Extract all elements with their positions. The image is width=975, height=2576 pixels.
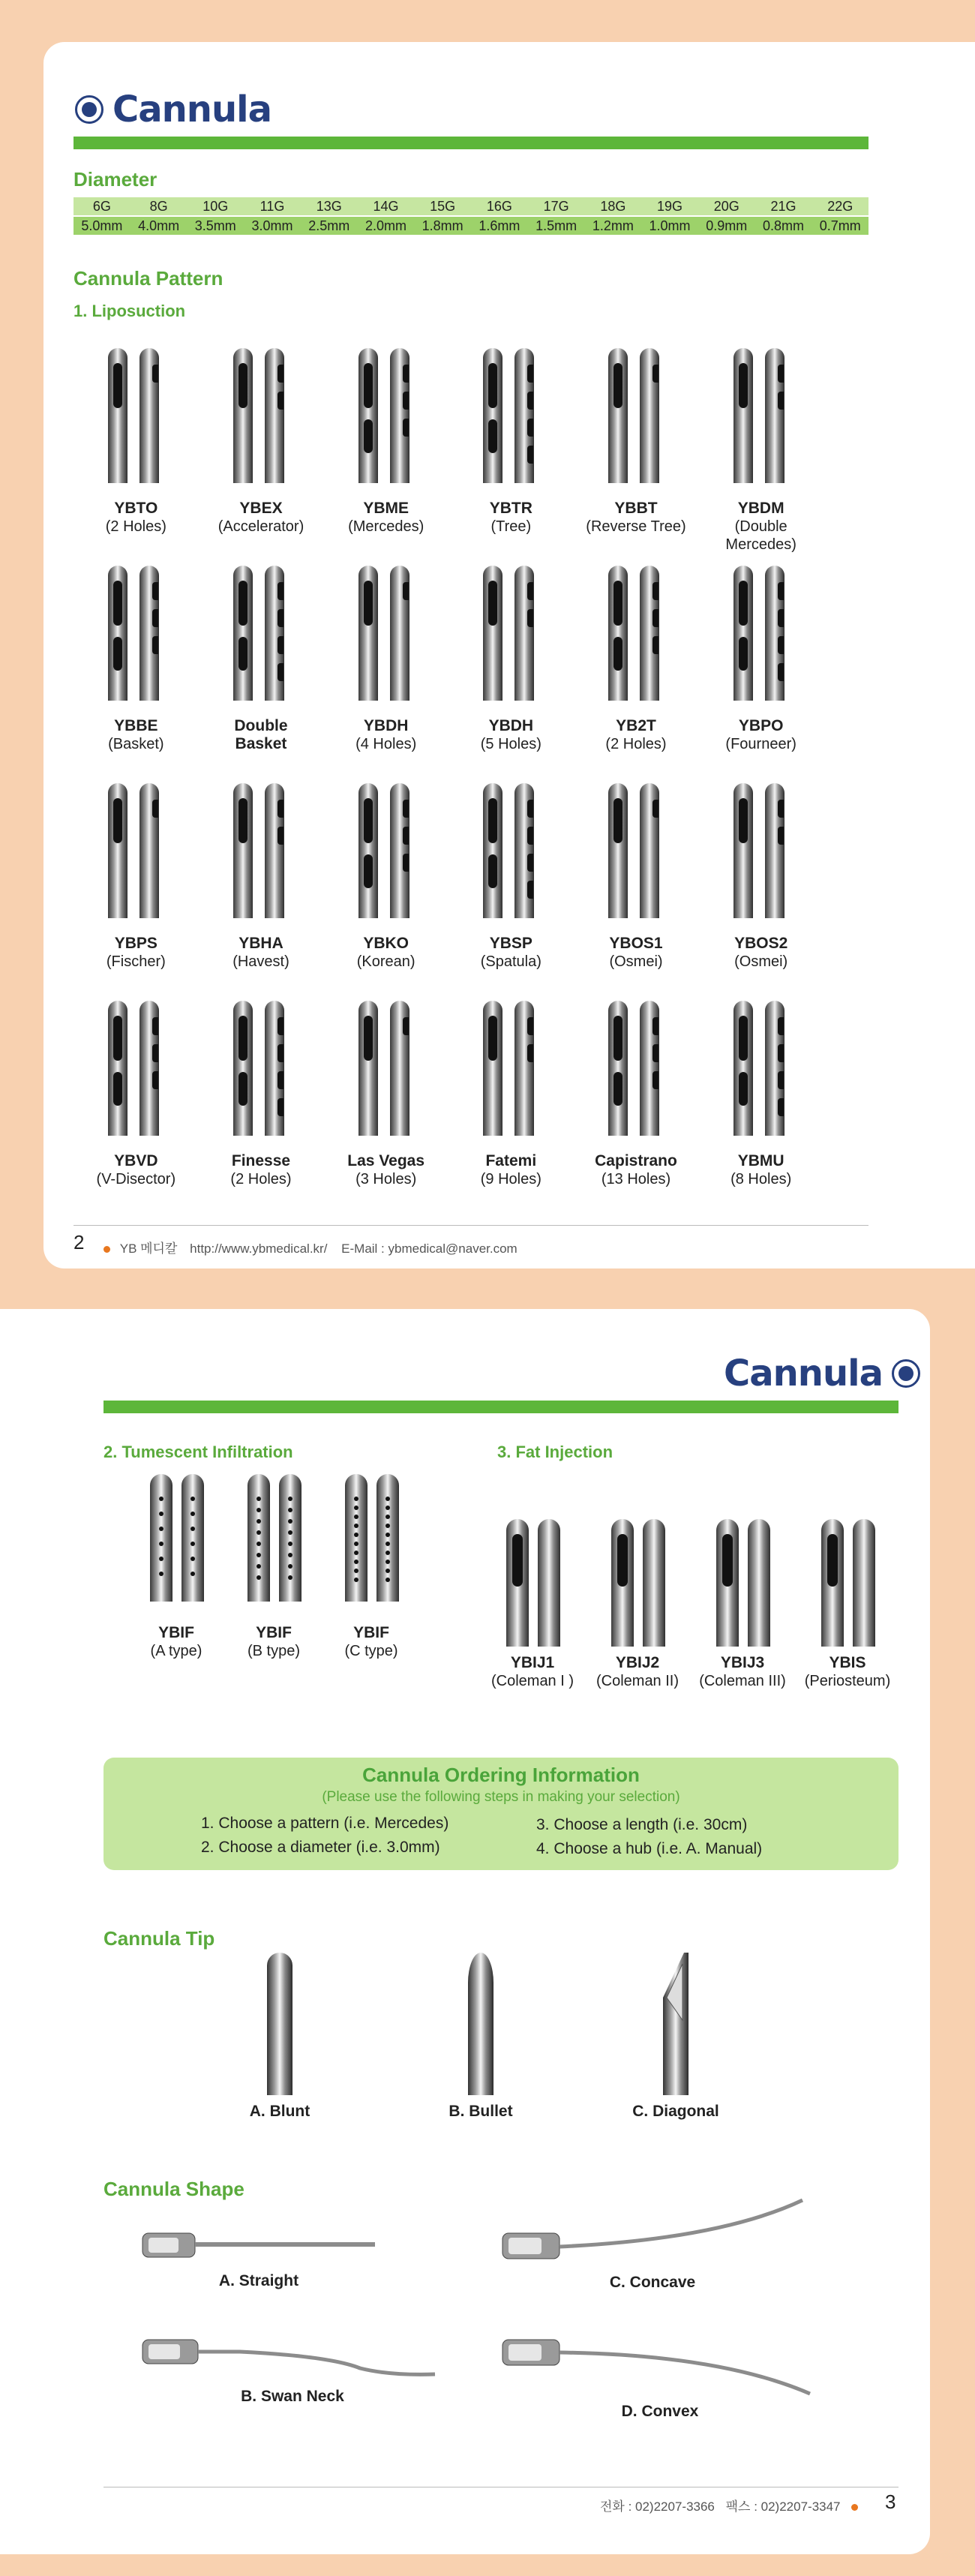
cannula-item <box>698 777 824 995</box>
cannula-desc: (2 Holes) <box>230 1171 292 1188</box>
tip-bullet <box>406 1953 556 2121</box>
cannula-desc: (Coleman II) <box>596 1673 680 1690</box>
footer-dot-icon <box>851 2504 858 2511</box>
ordering-info-box <box>104 1758 898 1870</box>
cannula-item <box>448 560 574 777</box>
tip-label: C. Diagonal <box>632 2103 719 2120</box>
cannula-name: YBTR <box>489 500 532 517</box>
catalog-page-3 <box>0 1309 930 2554</box>
footer-divider <box>74 1225 868 1226</box>
cannula-item <box>199 995 324 1212</box>
mm-cell: 2.0mm <box>364 218 406 233</box>
ordering-subtitle: (Please use the following steps in making your selection) <box>322 1789 680 1805</box>
page-number: 2 <box>74 1231 85 1253</box>
tip-label: B. Bullet <box>448 2103 513 2120</box>
infiltration-cannula-icon <box>128 1474 225 1617</box>
tumescent-item <box>322 1474 420 1660</box>
cannula-name: YBKO <box>363 935 409 952</box>
gauge-cell: 22G <box>827 198 854 214</box>
cannula-item <box>74 777 199 995</box>
cannula-name: YBOS2 <box>734 935 788 952</box>
cannula-name: YBIJ3 <box>720 1654 765 1671</box>
diameter-heading: Diameter <box>74 168 158 191</box>
gauge-cell: 10G <box>202 198 229 214</box>
mm-cell: 2.5mm <box>308 218 350 233</box>
convex-cannula-icon <box>495 2331 825 2398</box>
catalog-page-2 <box>44 42 975 1268</box>
cannula-name: YBDM <box>737 500 784 517</box>
cannula-desc: (Coleman I ) <box>490 1673 574 1690</box>
cannula-item <box>574 995 699 1212</box>
shape-label: D. Convex <box>621 2403 699 2420</box>
cannula-name: YBBE <box>114 717 158 734</box>
fat-injection-item <box>480 1504 585 1690</box>
title-bullet-icon <box>892 1359 920 1388</box>
cannula-item <box>574 777 699 995</box>
cannula-name: Finesse <box>231 1152 291 1169</box>
mm-cell: 5.0mm <box>81 218 123 233</box>
cannula-item <box>74 995 199 1212</box>
cannula-item <box>323 995 448 1212</box>
cannula-desc: (Accelerator) <box>218 518 304 536</box>
cannula-desc: (13 Holes) <box>601 1171 671 1188</box>
tumescent-item <box>225 1474 322 1660</box>
cannula-desc: (Mercedes) <box>348 518 424 536</box>
gauge-row <box>74 197 868 215</box>
mm-cell: 0.8mm <box>762 218 804 233</box>
fat-injection-heading: 3. Fat Injection <box>497 1443 614 1461</box>
page-title-row <box>75 89 272 131</box>
cannula-desc: (8 Holes) <box>730 1171 792 1188</box>
cannula-icon <box>462 777 560 927</box>
cannula-icon <box>712 560 810 710</box>
cannula-item <box>74 560 199 777</box>
shape-concave <box>495 2194 810 2292</box>
page-title-row <box>724 1353 920 1395</box>
cannula-desc: (V-Disector) <box>96 1171 176 1188</box>
cannula-desc: (4 Holes) <box>356 736 417 753</box>
cannula-name: YBIF <box>158 1624 194 1641</box>
cannula-icon <box>712 995 810 1145</box>
cannula-icon <box>587 777 685 927</box>
cannula-item <box>323 777 448 995</box>
cannula-item <box>698 995 824 1212</box>
injection-cannula-icon <box>694 1504 791 1647</box>
cannula-icon <box>712 342 810 492</box>
cannula-desc: (Osmei) <box>609 953 663 971</box>
cannula-desc: (B type) <box>247 1643 301 1660</box>
cannula-icon <box>462 995 560 1145</box>
shape-label: C. Concave <box>609 2274 696 2291</box>
shape-label: B. Swan Neck <box>241 2388 344 2405</box>
cannula-desc: (Double Mercedes) <box>725 518 796 554</box>
cannula-item <box>448 777 574 995</box>
cannula-item <box>199 342 324 560</box>
cannula-name: YBDH <box>488 717 534 734</box>
fat-injection-item <box>690 1504 795 1690</box>
cannula-name: YBBT <box>614 500 658 517</box>
cannula-icon <box>587 560 685 710</box>
cannula-name: YBOS1 <box>609 935 663 952</box>
tip-blunt <box>205 1953 355 2121</box>
cannula-desc: (Reverse Tree) <box>586 518 686 536</box>
fat-injection-item <box>795 1504 900 1690</box>
cannula-name: YBIJ1 <box>510 1654 555 1671</box>
cannula-name: YBPS <box>114 935 158 952</box>
gauge-cell: 13G <box>316 198 342 214</box>
shape-convex <box>495 2331 825 2421</box>
gauge-cell: 14G <box>373 198 399 214</box>
shape-label: A. Straight <box>218 2272 299 2289</box>
cannula-icon <box>87 560 184 710</box>
cannula-desc: (2 Holes) <box>105 518 166 536</box>
cannula-desc: (5 Holes) <box>480 736 542 753</box>
tip-label: A. Blunt <box>249 2103 310 2120</box>
footer <box>600 2496 858 2514</box>
shape-heading: Cannula Shape <box>104 2178 244 2200</box>
cannula-name: YBPO <box>738 717 784 734</box>
cannula-desc: (9 Holes) <box>480 1171 542 1188</box>
footer-fax: 팩스 : 02)2207-3347 <box>725 2499 841 2514</box>
cannula-icon <box>212 342 310 492</box>
cannula-name: Double Basket <box>234 717 288 753</box>
mm-row <box>74 217 868 235</box>
gauge-cell: 8G <box>149 198 168 214</box>
tumescent-grid <box>128 1474 412 1660</box>
bullet-tip-icon <box>468 1953 494 2095</box>
cannula-desc: (Periosteum) <box>804 1673 891 1690</box>
cannula-icon <box>338 995 435 1145</box>
page-title: Cannula <box>112 89 272 131</box>
cannula-icon <box>338 777 435 927</box>
tip-heading: Cannula Tip <box>104 1927 215 1950</box>
infiltration-cannula-icon <box>322 1474 420 1617</box>
cannula-desc: (3 Holes) <box>356 1171 417 1188</box>
mm-cell: 1.6mm <box>478 218 520 233</box>
cannula-desc: (Coleman III) <box>699 1673 786 1690</box>
footer-url[interactable]: http://www.ybmedical.kr/ <box>190 1241 328 1256</box>
cannula-item <box>698 560 824 777</box>
tumescent-item <box>128 1474 225 1660</box>
cannula-desc: (Fourneer) <box>725 736 796 753</box>
ordering-step-2: 2. Choose a diameter (i.e. 3.0mm) <box>201 1839 440 1856</box>
tumescent-heading: 2. Tumescent Infiltration <box>104 1443 293 1461</box>
cannula-icon <box>87 777 184 927</box>
shape-straight <box>135 2223 382 2290</box>
tip-diagonal <box>601 1953 751 2121</box>
cannula-item <box>323 342 448 560</box>
cannula-icon <box>462 560 560 710</box>
mm-cell: 1.5mm <box>536 218 578 233</box>
mm-cell: 3.5mm <box>194 218 236 233</box>
injection-cannula-icon <box>484 1504 581 1647</box>
cannula-item <box>574 342 699 560</box>
cannula-desc: (Spatula) <box>480 953 542 971</box>
gauge-cell: 21G <box>770 198 796 214</box>
cannula-icon <box>212 777 310 927</box>
mm-cell: 1.0mm <box>649 218 691 233</box>
cannula-name: Las Vegas <box>347 1152 425 1169</box>
liposuction-heading: 1. Liposuction <box>74 302 186 320</box>
cannula-desc: (Fischer) <box>106 953 166 971</box>
cannula-desc: (Osmei) <box>734 953 788 971</box>
cannula-name: YBIS <box>829 1654 866 1671</box>
cannula-desc: (Basket) <box>108 736 164 753</box>
page-number: 3 <box>885 2490 896 2513</box>
gauge-cell: 11G <box>260 198 285 214</box>
pattern-heading: Cannula Pattern <box>74 267 224 290</box>
cannula-item <box>448 995 574 1212</box>
cannula-icon <box>212 995 310 1145</box>
concave-cannula-icon <box>495 2194 810 2269</box>
injection-cannula-icon <box>589 1504 686 1647</box>
cannula-name: YBMU <box>737 1152 784 1169</box>
cannula-desc: (Tree) <box>490 518 532 536</box>
ordering-step-3: 3. Choose a length (i.e. 30cm) <box>536 1816 748 1833</box>
ordering-step-4: 4. Choose a hub (i.e. A. Manual) <box>536 1840 763 1857</box>
cannula-icon <box>338 342 435 492</box>
gauge-cell: 18G <box>600 198 626 214</box>
cannula-icon <box>462 342 560 492</box>
infiltration-cannula-icon <box>225 1474 322 1617</box>
liposuction-grid <box>74 342 824 1212</box>
cannula-item <box>698 342 824 560</box>
cannula-desc: (Havest) <box>232 953 290 971</box>
blunt-tip-icon <box>267 1953 292 2095</box>
mm-cell: 0.7mm <box>819 218 861 233</box>
diameter-table <box>74 197 868 235</box>
cannula-name: YBHA <box>238 935 284 952</box>
cannula-item <box>199 560 324 777</box>
fat-injection-item <box>585 1504 690 1690</box>
cannula-desc: (2 Holes) <box>605 736 667 753</box>
cannula-name: Fatemi <box>485 1152 537 1169</box>
cannula-icon <box>87 995 184 1145</box>
cannula-icon <box>87 342 184 492</box>
cannula-name: YBTO <box>114 500 158 517</box>
gauge-cell: 20G <box>713 198 740 214</box>
footer <box>104 1238 518 1256</box>
gauge-cell: 15G <box>430 198 456 214</box>
gauge-cell: 16G <box>486 198 512 214</box>
cannula-name: YBEX <box>239 500 283 517</box>
fat-injection-grid <box>480 1504 900 1690</box>
cannula-name: YBDH <box>363 717 409 734</box>
ordering-step-1: 1. Choose a pattern (i.e. Mercedes) <box>201 1815 449 1832</box>
footer-company: YB 메디칼 <box>119 1241 178 1256</box>
cannula-icon <box>712 777 810 927</box>
straight-cannula-icon <box>135 2223 382 2268</box>
cannula-icon <box>587 342 685 492</box>
cannula-icon <box>338 560 435 710</box>
cannula-desc: (A type) <box>150 1643 202 1660</box>
cannula-icon <box>212 560 310 710</box>
mm-cell: 0.9mm <box>706 218 748 233</box>
cannula-item <box>74 342 199 560</box>
mm-cell: 4.0mm <box>138 218 180 233</box>
cannula-name: YBIJ2 <box>615 1654 660 1671</box>
title-divider <box>104 1401 898 1413</box>
shape-swan-neck <box>135 2331 450 2406</box>
gauge-cell: 19G <box>657 198 683 214</box>
cannula-item <box>448 342 574 560</box>
cannula-item <box>199 777 324 995</box>
cannula-name: Capistrano <box>595 1152 677 1169</box>
cannula-name: YB2T <box>616 717 656 734</box>
cannula-name: YBIF <box>353 1624 389 1641</box>
gauge-cell: 6G <box>92 198 111 214</box>
mm-cell: 3.0mm <box>251 218 293 233</box>
footer-email[interactable]: E-Mail : ybmedical@naver.com <box>341 1241 518 1256</box>
cannula-icon <box>587 995 685 1145</box>
cannula-item <box>574 560 699 777</box>
footer-dot-icon <box>104 1246 110 1253</box>
page-title: Cannula <box>724 1353 883 1395</box>
cannula-item <box>323 560 448 777</box>
ordering-title: Cannula Ordering Information <box>362 1764 640 1786</box>
cannula-desc: (C type) <box>344 1643 398 1660</box>
cannula-name: YBSP <box>489 935 532 952</box>
title-bullet-icon <box>75 95 104 124</box>
injection-cannula-icon <box>799 1504 896 1647</box>
mm-cell: 1.2mm <box>592 218 634 233</box>
mm-cell: 1.8mm <box>422 218 464 233</box>
diagonal-tip-icon <box>663 1953 688 2095</box>
swan-neck-cannula-icon <box>135 2331 450 2383</box>
cannula-name: YBVD <box>114 1152 158 1169</box>
title-divider <box>74 137 868 149</box>
cannula-desc: (Korean) <box>356 953 416 971</box>
cannula-name: YBME <box>363 500 409 517</box>
footer-phone: 전화 : 02)2207-3366 <box>600 2499 715 2514</box>
cannula-name: YBIF <box>256 1624 292 1641</box>
gauge-cell: 17G <box>543 198 569 214</box>
